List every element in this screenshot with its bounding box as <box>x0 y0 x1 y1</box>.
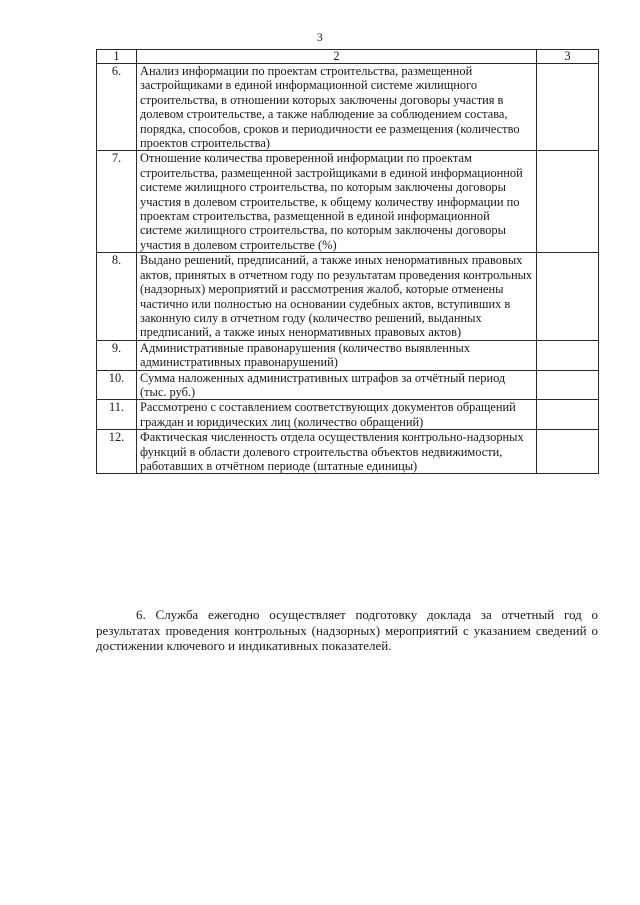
row-description: Административные правонарушения (количество выявленных административных правонарушений) <box>137 340 537 370</box>
table-row <box>97 340 599 370</box>
row-value <box>537 370 599 400</box>
indicators-table <box>96 49 599 474</box>
closing-paragraph: 6. Служба ежегодно осуществляет подготовку доклада за отчетный год о результатах проведения контрольных (надзорных) мероприятий с указанием сведений о достижении ключевого и индикативных показателей. <box>96 607 598 653</box>
row-description: Рассмотрено с составлением соответствующих документов обращений граждан и юридических лиц (количество обращений) <box>137 400 537 430</box>
row-number: 6. <box>97 64 137 151</box>
table-row <box>97 370 599 400</box>
row-number: 8. <box>97 253 137 340</box>
table-row <box>97 430 599 474</box>
column-header-3: 3 <box>537 50 599 64</box>
table-row <box>97 64 599 151</box>
row-value <box>537 400 599 430</box>
row-number: 7. <box>97 151 137 253</box>
column-header-2: 2 <box>137 50 537 64</box>
row-description: Фактическая численность отдела осуществления контрольно-надзорных функций в области долевого строительства объектов недвижимости, работавших в отчётном периоде (штатные единицы) <box>137 430 537 474</box>
table-row <box>97 253 599 340</box>
row-value <box>537 430 599 474</box>
row-value <box>537 151 599 253</box>
row-description: Сумма наложенных административных штрафов за отчётный период (тыс. руб.) <box>137 370 537 400</box>
table-header-row <box>97 50 599 64</box>
row-value <box>537 340 599 370</box>
row-number: 10. <box>97 370 137 400</box>
page-number: 3 <box>316 30 324 44</box>
row-description: Выдано решений, предписаний, а также иных ненормативных правовых актов, принятых в отчетном году по результатам проведения контрольных (надзорных) мероприятий и рассмотрения жалоб, которые отменены частично или полностью на основании судебных актов, вступивших в законную силу в отчетном году (количество решений, выданных предписаний, а также иных ненормативных правовых актов) <box>137 253 537 340</box>
row-number: 9. <box>97 340 137 370</box>
column-header-1: 1 <box>97 50 137 64</box>
row-number: 11. <box>97 400 137 430</box>
row-value <box>537 64 599 151</box>
row-value <box>537 253 599 340</box>
table-row <box>97 400 599 430</box>
row-description: Отношение количества проверенной информации по проектам строительства, размещенной застройщиками в единой информационной системе жилищного строительства, по которым заключены договоры участия в долевом строительстве, к общему количеству информации по проектам строительства, размещенной в единой информационной системе жилищного строительства, по которым заключены договоры участия в долевом строительстве (%) <box>137 151 537 253</box>
row-number: 12. <box>97 430 137 474</box>
row-description: Анализ информации по проектам строительства, размещенной застройщиками в единой информационной системе жилищного строительства, в отношении которых заключены договоры участия в долевом строительстве, а также наблюдение за соблюдением состава, порядка, способов, сроков и периодичности ее размещения (количество проектов строительства) <box>137 64 537 151</box>
table-row <box>97 151 599 253</box>
